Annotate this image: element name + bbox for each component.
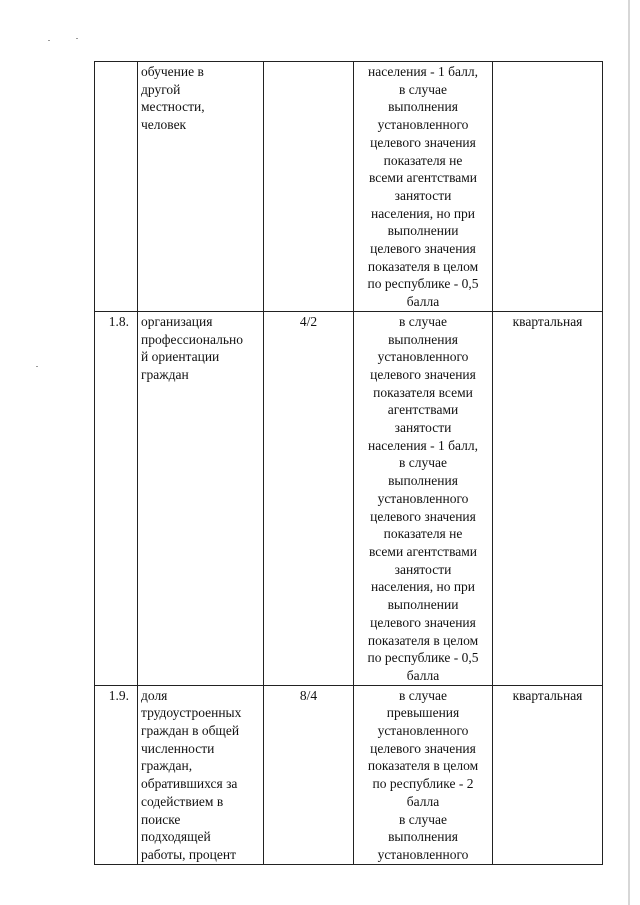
cell-periodicity: квартальная: [493, 685, 603, 864]
cell-text-line: в случае: [398, 811, 447, 827]
cell-text-line: целевого значения: [370, 614, 476, 630]
scan-speck: [48, 40, 50, 41]
cell-text-line: по республике - 0,5: [367, 650, 479, 666]
cell-text-line: выполнении: [387, 597, 459, 613]
cell-periodicity: квартальная: [493, 311, 603, 685]
table-row: [95, 311, 603, 685]
cell-text-line: целевого значения: [370, 366, 476, 382]
cell-text-line: местности,: [141, 99, 205, 115]
cell-text-line: другой: [141, 81, 181, 97]
cell-text-line: показателя в целом: [367, 258, 479, 274]
cell-text-line: содействием в: [141, 793, 224, 809]
cell-text-line: показателя в целом: [367, 632, 479, 648]
cell-text-line: выполнения: [388, 331, 458, 347]
cell-text-line: й ориентации: [141, 349, 220, 365]
cell-indicator-name: [138, 311, 264, 685]
cell-text-line: трудоустроенных: [141, 705, 242, 721]
cell-text-line: выполнения: [388, 829, 458, 845]
cell-text-line: доля: [141, 687, 168, 703]
cell-criteria: [354, 311, 493, 685]
cell-text-line: показателя всеми: [373, 384, 473, 400]
cell-text-line: в случае: [398, 455, 447, 471]
cell-text-line: обучение в: [141, 64, 204, 79]
cell-text-line: целевого значения: [370, 241, 476, 257]
cell-text-line: по республике - 0,5: [367, 276, 479, 292]
cell-text-line: занятости: [394, 187, 452, 203]
scan-edge: [628, 0, 630, 905]
table-row: [95, 685, 603, 864]
table-row: [95, 62, 603, 312]
cell-indicator-name: [138, 685, 264, 864]
cell-text-line: обратившихся за: [141, 776, 238, 792]
cell-text-line: целевого значения: [370, 134, 476, 150]
cell-criteria: [354, 685, 493, 864]
cell-text-line: балла: [406, 793, 440, 809]
cell-text-line: населения - 1 балл,: [368, 437, 478, 453]
cell-text-line: показателя не: [383, 152, 463, 168]
cell-max-score: [264, 62, 354, 312]
cell-text-line: выполнения: [388, 99, 458, 115]
cell-text-line: установленного: [377, 723, 469, 739]
cell-text-line: целевого значения: [370, 508, 476, 524]
cell-text-line: по республике - 2: [372, 776, 474, 792]
cell-number: 1.9.: [95, 685, 138, 864]
cell-text-line: в случае: [398, 687, 447, 703]
cell-text-line: установленного: [377, 490, 469, 506]
cell-text-line: профессионально: [141, 331, 243, 347]
cell-text-line: всеми агентствами: [368, 170, 478, 186]
cell-text-line: человек: [141, 117, 187, 133]
cell-text-line: населения - 1 балл,: [368, 64, 478, 79]
cell-text-line: численности: [141, 740, 215, 756]
cell-text-line: граждан: [141, 366, 189, 382]
cell-max-score: 8/4: [264, 685, 354, 864]
cell-text-line: граждан,: [141, 758, 193, 774]
cell-text-line: превышения: [386, 705, 460, 721]
cell-max-score: 4/2: [264, 311, 354, 685]
cell-text-line: целевого значения: [370, 740, 476, 756]
cell-text-line: подходящей: [141, 829, 211, 845]
cell-criteria: [354, 62, 493, 312]
cell-text-line: показателя не: [383, 526, 463, 542]
cell-text-line: установленного: [377, 846, 469, 862]
cell-text-line: выполнении: [387, 223, 459, 239]
cell-text-line: балла: [406, 667, 440, 683]
scan-speck: [76, 38, 78, 39]
cell-text-line: установленного: [377, 349, 469, 365]
cell-text-line: установленного: [377, 117, 469, 133]
table-body: [95, 62, 603, 865]
cell-text-line: в случае: [398, 81, 447, 97]
cell-periodicity: [493, 62, 603, 312]
cell-number: [95, 62, 138, 312]
cell-text-line: населения, но при: [370, 205, 476, 221]
scan-speck: [36, 366, 38, 367]
indicators-table: [94, 61, 603, 865]
cell-text-line: показателя в целом: [367, 758, 479, 774]
cell-text-line: всеми агентствами: [368, 543, 478, 559]
cell-text-line: граждан в общей: [141, 723, 240, 739]
cell-text-line: выполнения: [388, 473, 458, 489]
cell-text-line: поиске: [141, 811, 181, 827]
cell-text-line: занятости: [394, 420, 452, 436]
cell-text-line: населения, но при: [370, 579, 476, 595]
cell-number: 1.8.: [95, 311, 138, 685]
cell-text-line: балла: [406, 294, 440, 310]
cell-text-line: занятости: [394, 561, 452, 577]
cell-text-line: агентствами: [387, 402, 459, 418]
cell-text-line: организация: [141, 313, 213, 329]
cell-text-line: в случае: [398, 313, 447, 329]
cell-text-line: работы, процент: [141, 846, 236, 862]
cell-indicator-name: [138, 62, 264, 312]
